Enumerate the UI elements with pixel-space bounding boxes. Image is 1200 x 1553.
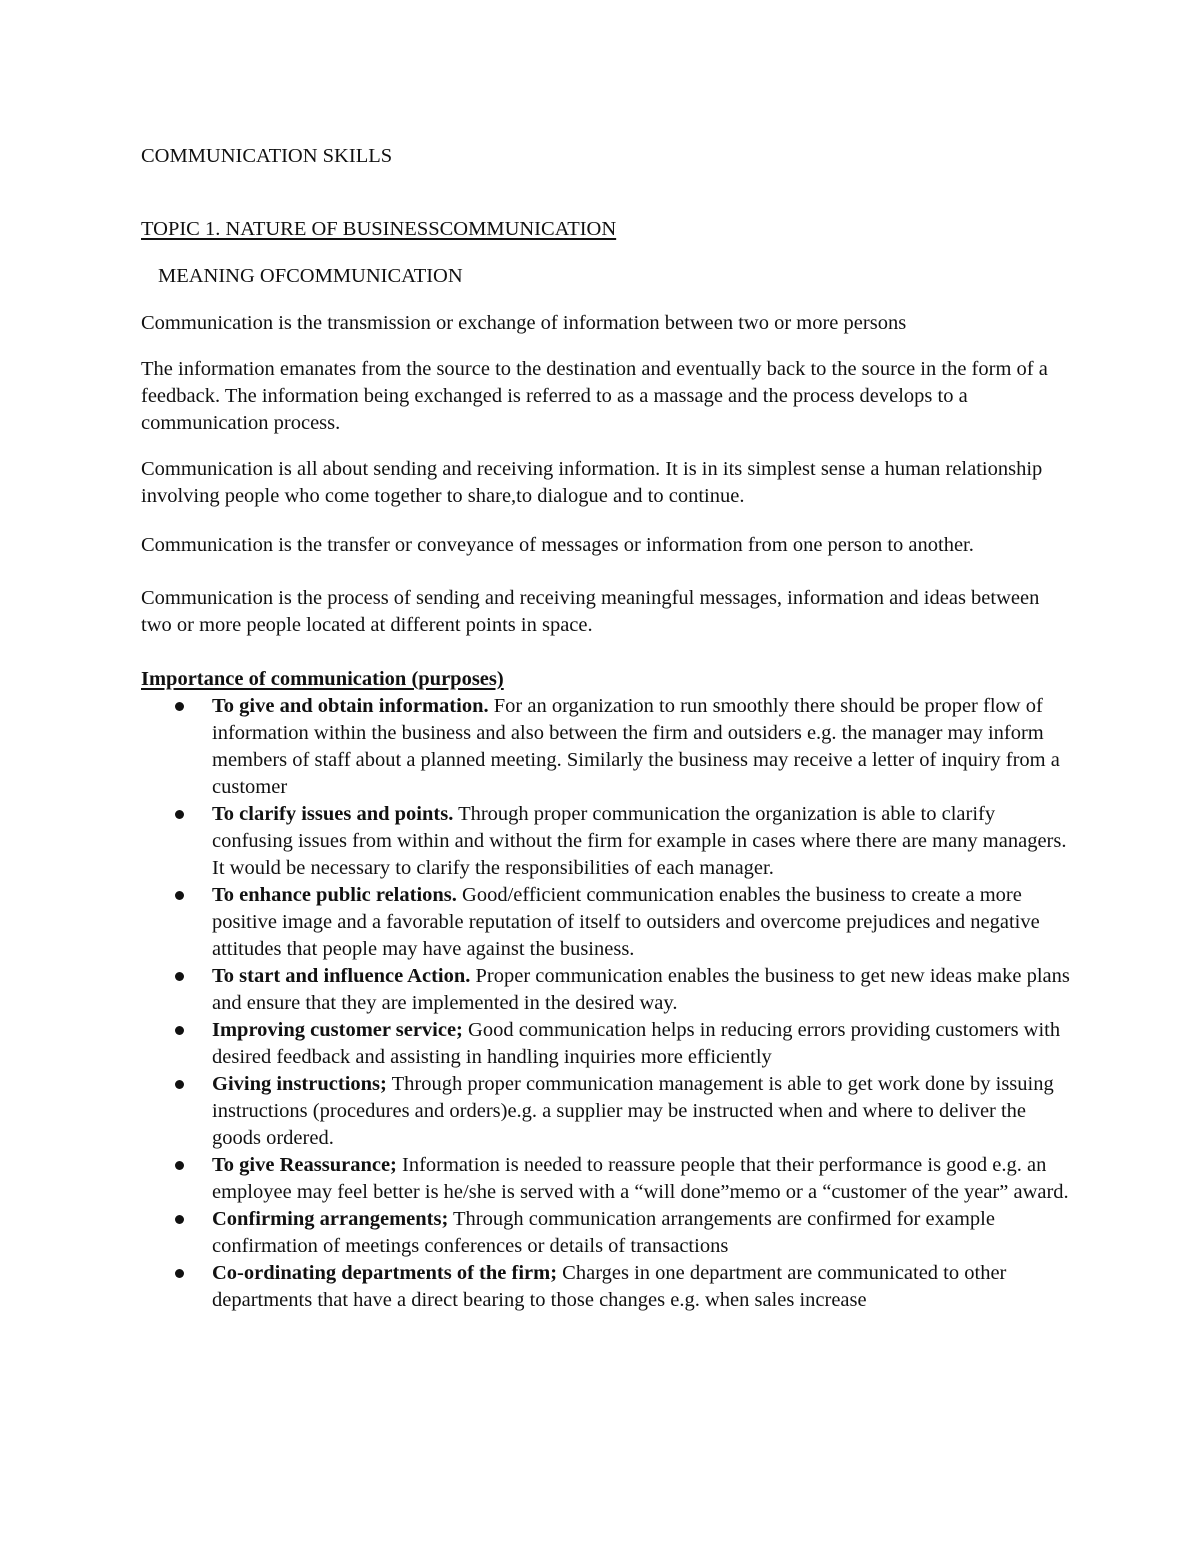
item-text: Good/efficient communication enables the business to create a more positive image and a favorable reputation of itself to outsiders and overcome prejudices and negative attitudes that people may have against the business. (212, 884, 1040, 960)
item-text: Through communication arrangements are confirmed for example confirmation of meetings conferences or details of transactions (212, 1208, 995, 1257)
bullet-icon (175, 810, 184, 819)
list-item (141, 801, 1071, 882)
bullet-icon (175, 891, 184, 900)
bullet-icon (175, 1215, 184, 1224)
item-text: Good communication helps in reducing errors providing customers with desired feedback and assisting in handling inquiries more efficiently (212, 1019, 1061, 1068)
document-title: COMMUNICATION SKILLS (141, 145, 393, 167)
item-text: Charges in one department are communicated to other departments that have a direct bearing to those changes e.g. when sales increase (212, 1262, 1007, 1311)
list-item (141, 693, 1071, 801)
section-heading: MEANING OFCOMMUNICATION (158, 265, 463, 287)
item-text: Information is needed to reassure people that their performance is good e.g. an employee may feel better is he/she is served with a “will done”memo or a “customer of the year” award. (212, 1154, 1069, 1203)
item-lead: Improving customer service; (212, 1019, 463, 1041)
item-text: Through proper communication management is able to get work done by issuing instructions (procedures and orders)e.g. a supplier may be instructed when and where to deliver the goods ordered. (212, 1073, 1054, 1149)
item-text: Proper communication enables the business to get new ideas make plans and ensure that they are implemented in the desired way. (212, 965, 1070, 1014)
item-lead: To clarify issues and points. (212, 803, 454, 825)
item-lead: Confirming arrangements; (212, 1208, 449, 1230)
paragraph: Communication is the transfer or conveyance of messages or information from one person to another. (141, 534, 974, 556)
item-lead: To give and obtain information. (212, 695, 489, 717)
list-item (141, 1260, 1071, 1314)
topic-heading: TOPIC 1. NATURE OF BUSINESSCOMMUNICATION (141, 218, 617, 240)
bullet-icon (175, 1161, 184, 1170)
item-lead: To give Reassurance; (212, 1154, 397, 1176)
list-item (141, 1206, 1071, 1260)
list-item (141, 1017, 1071, 1071)
bullet-icon (175, 1080, 184, 1089)
bullet-icon (175, 702, 184, 711)
paragraph: Communication is the process of sending and receiving meaningful messages, information and ideas between two or more people located at different points in space. (141, 587, 1040, 636)
bullet-icon (175, 1269, 184, 1278)
item-lead: Co-ordinating departments of the firm; (212, 1262, 558, 1284)
list-item (141, 963, 1071, 1017)
paragraph: Communication is all about sending and receiving information. It is in its simplest sense a human relationship involving people who come together to share,to dialogue and to continue. (141, 458, 1043, 507)
paragraph: The information emanates from the source to the destination and eventually back to the source in the form of a feedback. The information being exchanged is referred to as a massage and the process develops to a communication process. (141, 358, 1048, 434)
item-lead: To start and influence Action. (212, 965, 471, 987)
bullet-icon (175, 972, 184, 981)
item-lead: Giving instructions; (212, 1073, 387, 1095)
item-text: For an organization to run smoothly there should be proper flow of information within the business and also between the firm and outsiders e.g. the manager may inform members of staff about a planned meeting. Similarly the business may receive a letter of inquiry from a customer (212, 695, 1060, 798)
list-item (141, 882, 1071, 963)
importance-heading: Importance of communication (purposes) (141, 668, 504, 690)
bullet-icon (175, 1026, 184, 1035)
purposes-list (141, 693, 1071, 1314)
paragraph: Communication is the transmission or exchange of information between two or more persons (141, 312, 907, 334)
item-text: Through proper communication the organization is able to clarify confusing issues from within and without the firm for example in cases where there are many managers. It would be necessary to clarify the responsibilities of each manager. (212, 803, 1067, 879)
item-lead: To enhance public relations. (212, 884, 457, 906)
list-item (141, 1071, 1071, 1152)
list-item (141, 1152, 1071, 1206)
